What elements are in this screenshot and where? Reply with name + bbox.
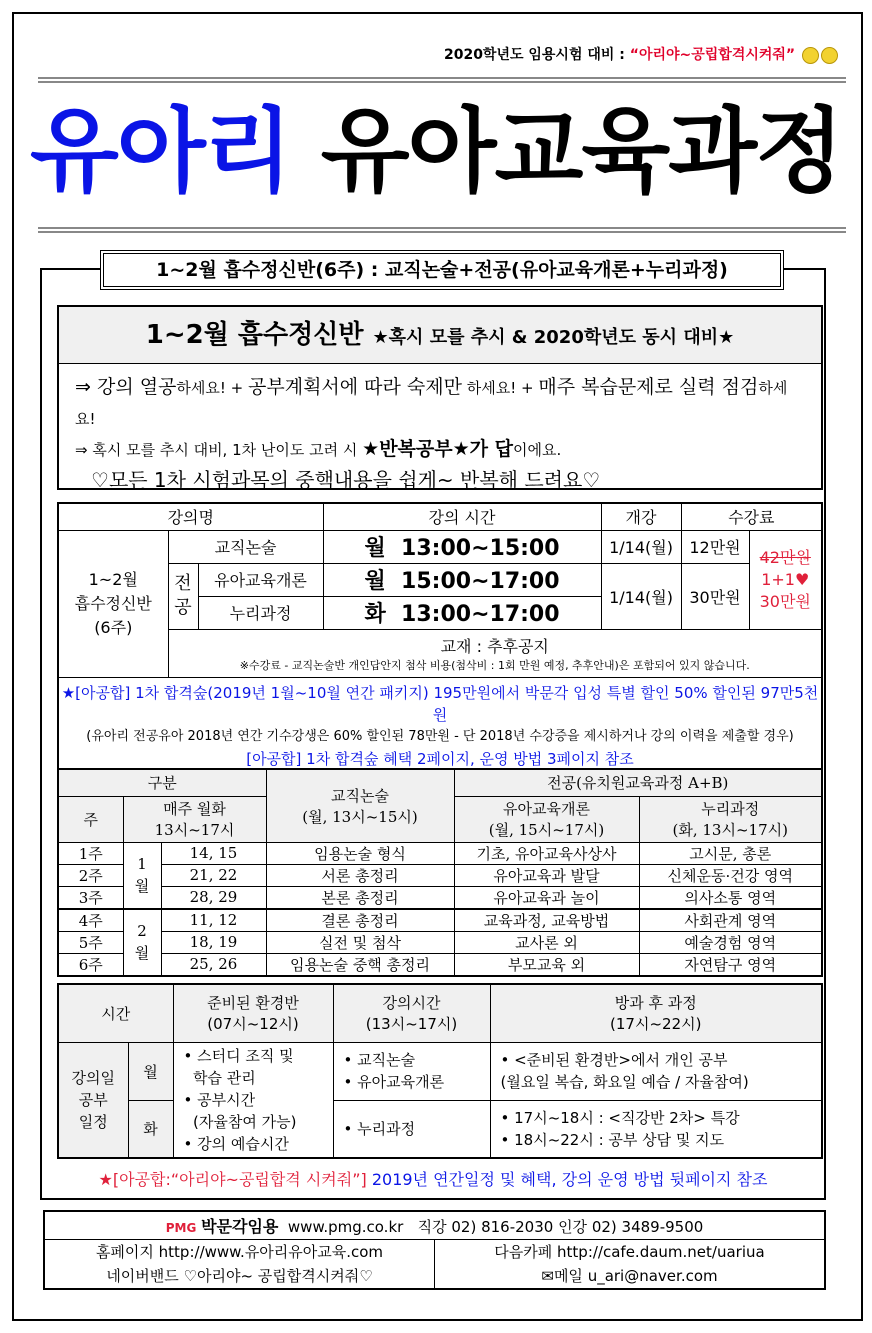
- contact-box: [43, 1210, 826, 1290]
- schedule-footer: ★[아공합:“아리야~공립합격 시켜줘”] 2019년 연간일정 및 혜택, 강의 운영 방법 뒷페이지 참조: [98, 1170, 768, 1189]
- intro-box: [57, 305, 823, 490]
- table-cell: 교육과정, 교육방법: [454, 909, 639, 932]
- table-cell: 21, 22: [161, 864, 266, 886]
- header-cell: 강의 시간: [323, 503, 601, 530]
- daily-schedule-table: [57, 983, 823, 1159]
- table-cell: [44, 1239, 435, 1289]
- table-cell: 임용논술 중핵 총정리: [266, 953, 454, 976]
- header-line: [0, 44, 838, 64]
- table-cell: 1 월: [123, 842, 161, 909]
- subject-cell: 누리과정: [198, 596, 323, 629]
- section-title: 1~2월 흡수정신반(6주) : 교직논술+전공(유아교육개론+누리과정): [100, 250, 784, 290]
- table-cell: • 교직논술 • 유아교육개론: [333, 1042, 490, 1100]
- weekly-schedule-table: [57, 768, 823, 977]
- table-cell: 화: [128, 1100, 173, 1158]
- table-row: [58, 864, 822, 886]
- homepage-link[interactable]: 홈페이지 http://www.유아리유아교육.com: [95, 1242, 384, 1261]
- table-cell: 3주: [58, 886, 123, 909]
- subject-cell: 유아교육개론: [198, 563, 323, 596]
- table-cell: 28, 29: [161, 886, 266, 909]
- time-cell: 월 15:00~17:00: [323, 563, 601, 596]
- table-cell: 강의시간 (13시~17시): [333, 984, 490, 1042]
- exam-label: 2020학년도 임용시험 대비 :: [443, 47, 630, 63]
- table-cell: 2 월: [123, 909, 161, 976]
- brand-name: 유아리: [30, 98, 291, 205]
- table-row: [58, 909, 822, 932]
- table-cell: 본론 총정리: [266, 886, 454, 909]
- table-cell: 시간: [58, 984, 173, 1042]
- table-cell: 유아교육과 놀이: [454, 886, 639, 909]
- email-link[interactable]: ✉메일 u_ari@naver.com: [541, 1266, 718, 1285]
- table-cell: 구분: [58, 769, 266, 796]
- intro-heading: [59, 307, 821, 364]
- header-cell: 강의명: [58, 503, 323, 530]
- table-cell: 2주: [58, 864, 123, 886]
- class-name: 1~2월 흡수정신반 (6주): [58, 530, 168, 677]
- table-cell: 기초, 유아교육사상사: [454, 842, 639, 864]
- table-cell: 18, 19: [161, 931, 266, 953]
- table-cell: 의사소통 영역: [639, 886, 822, 909]
- table-cell: 월: [128, 1042, 173, 1100]
- table-row: [58, 842, 822, 864]
- start-cell: 1/14(월): [601, 563, 681, 629]
- table-cell: 25, 26: [161, 953, 266, 976]
- intro-line-1: ⇒ 강의 열공하세요! + 공부계획서에 따라 숙제만 하세요! + 매주 복습문제로 실력 점검하세요!: [75, 376, 788, 428]
- table-cell: 주: [58, 796, 123, 842]
- table-cell: [435, 1239, 826, 1289]
- time-cell: 월 13:00~15:00: [323, 530, 601, 563]
- company-line: PMG 박문각임용 www.pmg.co.kr 직강 02) 816-2030 인강 02) 3489-9500: [44, 1211, 825, 1239]
- table-row: [58, 953, 822, 976]
- table-cell: • 누리과정: [333, 1100, 490, 1158]
- time-cell: 화 13:00~17:00: [323, 596, 601, 629]
- table-cell: 6주: [58, 953, 123, 976]
- fee-cell: 12만원: [681, 530, 749, 563]
- major-label: 전 공: [168, 563, 198, 629]
- prep-cell: • 스터디 조직 및 학습 관리 • 공부시간 (자율참여 가능) • 강의 예습시간: [173, 1042, 333, 1158]
- table-cell: 방과 후 과정 (17시~22시): [490, 984, 822, 1042]
- header-cell: 개강: [601, 503, 681, 530]
- table-cell: 결론 총정리: [266, 909, 454, 932]
- slogan: “아리야~공립합격시켜줘”: [629, 47, 796, 63]
- table-cell: 유아교육과 발달: [454, 864, 639, 886]
- table-cell: 교사론 외: [454, 931, 639, 953]
- bundle-price: 42만원 1+1♥ 30만원: [749, 530, 822, 629]
- heading-sub: ★혹시 모를 추시 & 2020학년도 동시 대비★: [372, 327, 735, 348]
- table-cell: 전공(유치원교육과정 A+B): [454, 769, 822, 796]
- table-cell: 매주 월화 13시~17시: [123, 796, 266, 842]
- table-cell: 준비된 환경반 (07시~12시): [173, 984, 333, 1042]
- table-cell: 누리과정 (화, 13시~17시): [639, 796, 822, 842]
- subject-cell: 교직논술: [168, 530, 323, 563]
- table-cell: 1주: [58, 842, 123, 864]
- table-row: [58, 931, 822, 953]
- smiley-face-icon: [821, 47, 838, 64]
- pmg-logo: PMG: [165, 1220, 197, 1235]
- table-cell: 자연탐구 영역: [639, 953, 822, 976]
- page-title: [0, 92, 872, 212]
- table-cell: 부모교육 외: [454, 953, 639, 976]
- divider: [38, 77, 846, 83]
- divider: [38, 227, 846, 233]
- table-cell: 사회관계 영역: [639, 909, 822, 932]
- table-row: [58, 886, 822, 909]
- table-cell: • <준비된 환경반>에서 개인 공부 (월요일 복습, 화요일 예습 / 자율참여): [490, 1042, 822, 1100]
- smiley-face-icon: [802, 47, 819, 64]
- course-name: 유아교육과정: [320, 98, 842, 205]
- site-link[interactable]: www.pmg.co.kr: [287, 1217, 404, 1236]
- table-cell: 서론 총정리: [266, 864, 454, 886]
- intro-line-3: ♡모든 1차 시험과목의 중핵내용을 쉽게~ 반복해 드려요♡: [91, 468, 601, 492]
- table-cell: 4주: [58, 909, 123, 932]
- table-cell: 11, 12: [161, 909, 266, 932]
- table-cell: 강의일 공부 일정: [58, 1042, 128, 1158]
- table-cell: 실전 및 첨삭: [266, 931, 454, 953]
- table-cell: 유아교육개론 (월, 15시~17시): [454, 796, 639, 842]
- table-cell: 예술경험 영역: [639, 931, 822, 953]
- header-cell: 수강료: [681, 503, 822, 530]
- table-cell: 14, 15: [161, 842, 266, 864]
- table-cell: 임용논술 형식: [266, 842, 454, 864]
- table-cell: • 17시~18시 : <직강반 2차> 특강 • 18시~22시 : 공부 상담 및 지도: [490, 1100, 822, 1158]
- intro-line-2: ⇒ 혹시 모를 추시 대비, 1차 난이도 고려 시 ★반복공부★가 답이에요.: [75, 438, 562, 460]
- table-cell: 5주: [58, 931, 123, 953]
- band-link[interactable]: 네이버밴드 ♡아리야~ 공립합격시켜줘♡: [106, 1266, 373, 1285]
- fee-cell: 30만원: [681, 563, 749, 629]
- table-cell: 신체운동·건강 영역: [639, 864, 822, 886]
- course-table: [57, 502, 823, 776]
- textbook-note: 교재 : 추후공지 ※수강료 - 교직논술반 개인답안지 첨삭 비용(첨삭비 : 1회 만원 예정, 추후안내)은 포함되어 있지 않습니다.: [168, 629, 822, 677]
- table-cell: 고시문, 총론: [639, 842, 822, 864]
- promo-note: ★[아공합] 1차 합격숲(2019년 1월~10월 연간 패키지) 195만원에서 박문각 입성 특별 할인 50% 할인된 97만5천원 (유아리 전공유아 2018년 연간 기수강생은 60% 할인된 78만원 - 단 2018년 수강증을 제시하거나 강의 이력을 제출할 경우) [아공합] 1차 합격숲 혜택 2페이지, 운영 방법 3페이지 참조: [58, 677, 822, 775]
- cafe-link[interactable]: 다음카페 http://cafe.daum.net/uariua: [494, 1242, 765, 1261]
- start-cell: 1/14(월): [601, 530, 681, 563]
- table-cell: 교직논술 (월, 13시~15시): [266, 769, 454, 842]
- heading-text: 1~2월 흡수정신반: [145, 320, 364, 350]
